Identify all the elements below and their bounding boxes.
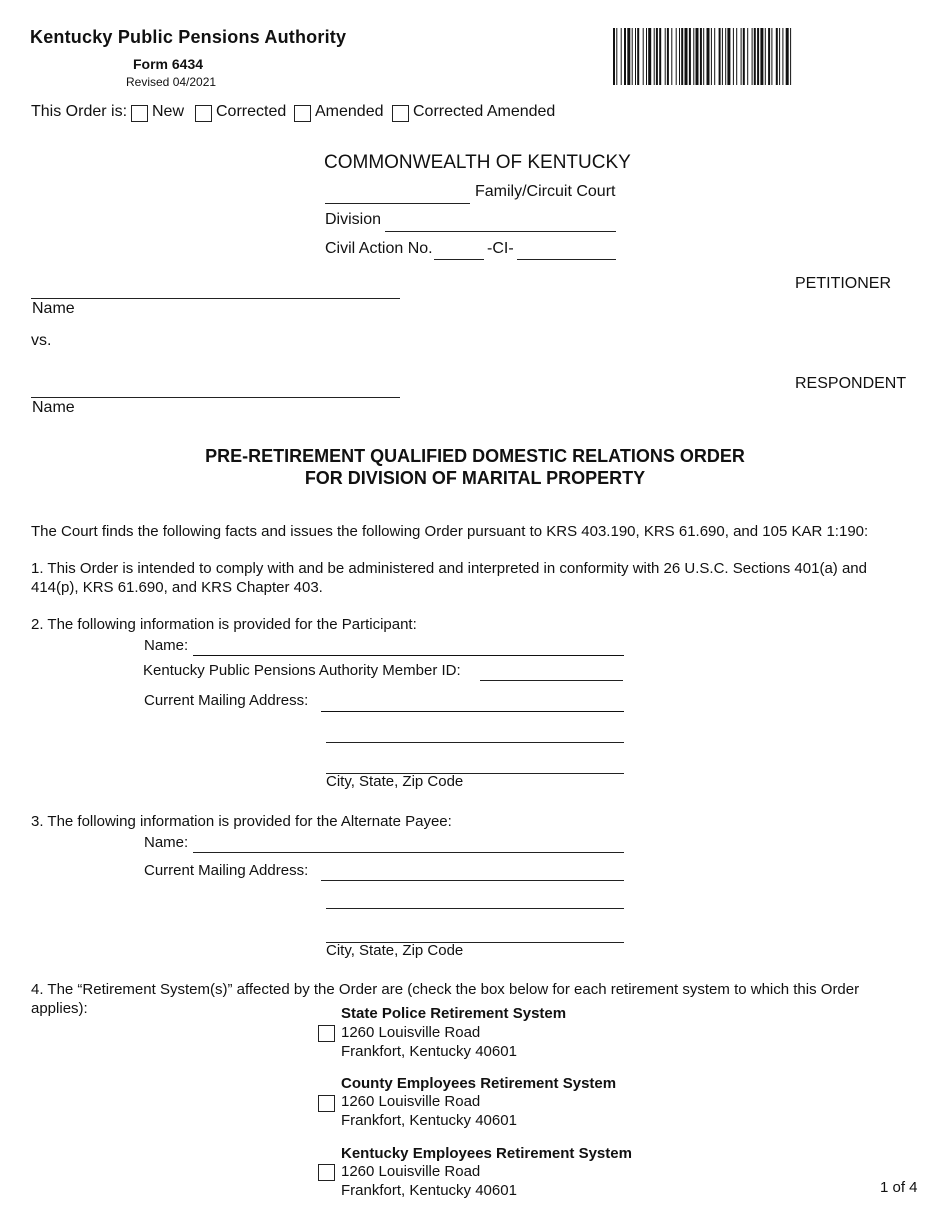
intro-paragraph: The Court finds the following facts and issues the following Order pursuant to KRS 403.190, KRS 61.690, and 105 KAR 1:190: (31, 523, 869, 540)
participant-address-line1-field[interactable] (321, 711, 624, 712)
item-4-paragraph: 4. The “Retirement System(s)” affected by the Order are (check the box below for each retirement system to which this Order applies): (31, 981, 860, 1017)
barcode (613, 28, 923, 85)
system-city: Frankfort, Kentucky 40601 (341, 1112, 517, 1129)
commonwealth-heading: COMMONWEALTH OF KENTUCKY (324, 152, 631, 173)
payee-name-field[interactable] (193, 852, 624, 853)
form-number: Form 6434 (133, 56, 204, 72)
petitioner-name-label: Name (32, 300, 75, 317)
payee-address-label: Current Mailing Address: (144, 862, 309, 879)
checkbox-county-employees[interactable] (318, 1095, 335, 1112)
system-city: Frankfort, Kentucky 40601 (341, 1043, 517, 1060)
system-street: 1260 Louisville Road (341, 1093, 481, 1110)
system-street: 1260 Louisville Road (341, 1024, 481, 1041)
option-amended-label: Amended (315, 103, 384, 120)
participant-city-label: City, State, Zip Code (326, 773, 464, 790)
petitioner-name-field[interactable] (31, 298, 400, 299)
participant-name-field[interactable] (193, 655, 624, 656)
civil-action-year-field[interactable] (434, 259, 484, 260)
agency-name: Kentucky Public Pensions Authority (30, 27, 347, 47)
versus-label: vs. (31, 332, 52, 349)
system-city: Frankfort, Kentucky 40601 (341, 1182, 517, 1199)
civil-action-label: Civil Action No. (325, 240, 433, 257)
item-3-paragraph: 3. The following information is provided for the Alternate Payee: (31, 813, 452, 830)
court-county-field[interactable] (325, 203, 470, 204)
participant-address-label: Current Mailing Address: (144, 692, 309, 709)
civil-action-number-field[interactable] (517, 259, 616, 260)
checkbox-state-police[interactable] (318, 1025, 335, 1042)
document-title-line2: FOR DIVISION OF MARITAL PROPERTY (304, 468, 646, 488)
system-name: County Employees Retirement System (341, 1075, 617, 1092)
participant-address-line2-field[interactable] (326, 742, 624, 743)
document-title-line1: PRE-RETIREMENT QUALIFIED DOMESTIC RELATIONS ORDER (205, 446, 745, 466)
page-number: 1 of 4 (880, 1179, 918, 1196)
checkbox-kentucky-employees[interactable] (318, 1164, 335, 1181)
checkbox-amended[interactable] (294, 105, 311, 122)
checkbox-new[interactable] (131, 105, 148, 122)
payee-city-label: City, State, Zip Code (326, 942, 464, 959)
payee-address-line1-field[interactable] (321, 880, 624, 881)
respondent-label: RESPONDENT (795, 375, 907, 392)
division-field[interactable] (385, 231, 616, 232)
division-label: Division (325, 211, 382, 228)
respondent-name-label: Name (32, 399, 75, 416)
checkbox-corrected-amended[interactable] (392, 105, 409, 122)
option-new-label: New (152, 103, 185, 120)
system-street: 1260 Louisville Road (341, 1163, 481, 1180)
payee-name-label: Name: (144, 834, 189, 851)
option-corrected-amended-label: Corrected Amended (413, 103, 556, 120)
order-type-label: This Order is: (31, 103, 128, 120)
revision-date: Revised 04/2021 (126, 75, 217, 89)
participant-member-id-label: Kentucky Public Pensions Authority Member ID: (143, 662, 461, 679)
system-name: Kentucky Employees Retirement System (341, 1145, 632, 1162)
ci-separator: -CI- (487, 240, 514, 257)
item-2-paragraph: 2. The following information is provided for the Participant: (31, 616, 417, 633)
item-1-paragraph: 1. This Order is intended to comply with and be administered and interpreted in conformity with 26 U.S.C. Sections 401(a) and 414(p), KRS 61.690, and KRS Chapter 403. (31, 560, 867, 596)
option-corrected-label: Corrected (216, 103, 287, 120)
payee-address-line2-field[interactable] (326, 908, 624, 909)
participant-name-label: Name: (144, 637, 189, 654)
system-name: State Police Retirement System (341, 1005, 567, 1022)
respondent-name-field[interactable] (31, 397, 400, 398)
participant-member-id-field[interactable] (480, 680, 623, 681)
checkbox-corrected[interactable] (195, 105, 212, 122)
court-type-label: Family/Circuit Court (475, 183, 616, 200)
petitioner-label: PETITIONER (795, 275, 892, 292)
